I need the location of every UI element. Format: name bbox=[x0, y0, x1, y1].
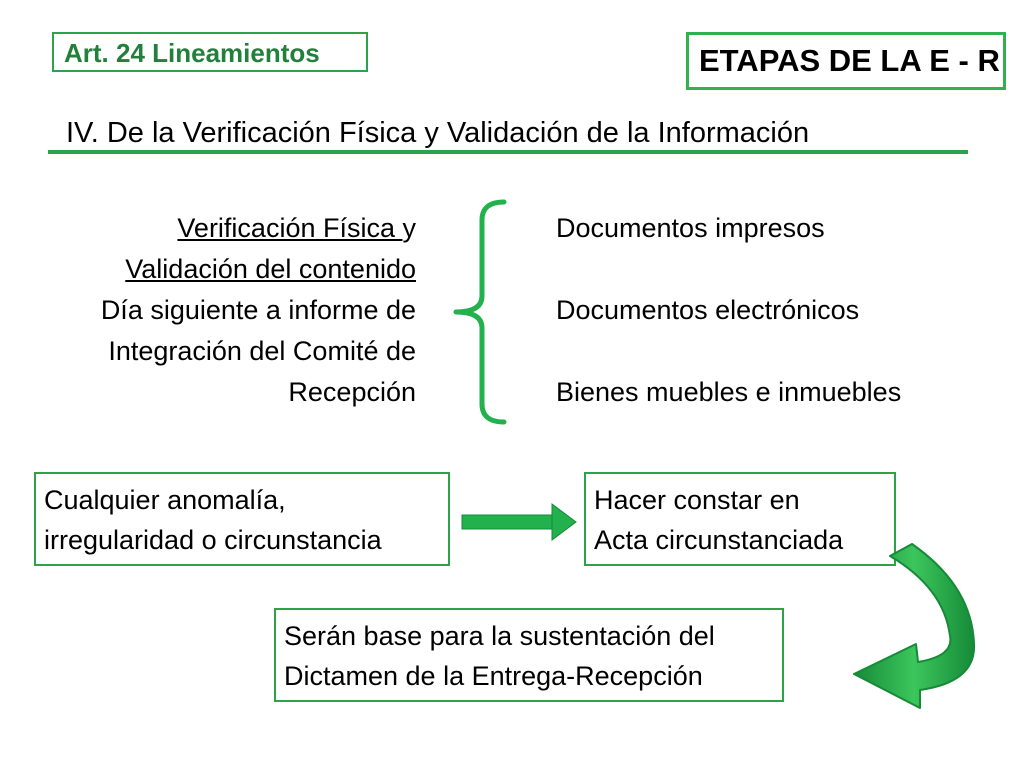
basis-box bbox=[274, 608, 784, 702]
timing-line-3: Recepción bbox=[288, 377, 416, 407]
verification-tail: y bbox=[402, 213, 416, 243]
verification-line-1 bbox=[20, 208, 416, 249]
validation-line: Validación del contenido bbox=[125, 254, 416, 284]
stage-title: ETAPAS DE LA E - R bbox=[686, 32, 1006, 90]
list-item: Documentos impresos bbox=[556, 213, 825, 243]
curly-brace-icon bbox=[448, 196, 512, 428]
document-types-list bbox=[556, 208, 1006, 413]
list-item: Bienes muebles e inmuebles bbox=[556, 377, 902, 407]
basis-line-1: Serán base para la sustentación del bbox=[284, 621, 715, 651]
section-heading: IV. De la Verificación Física y Validación de la Información bbox=[66, 117, 810, 149]
article-label: Art. 24 Lineamientos bbox=[52, 32, 368, 72]
anomaly-line-2: irregularidad o circunstancia bbox=[44, 525, 382, 555]
acta-line-2: Acta circunstanciada bbox=[594, 525, 844, 555]
heading-underline bbox=[48, 150, 968, 154]
arrow-right-icon bbox=[460, 500, 580, 546]
list-item: Documentos electrónicos bbox=[556, 295, 860, 325]
verification-underlined: Verificación Física bbox=[177, 213, 403, 243]
verification-description bbox=[20, 208, 416, 413]
anomaly-box bbox=[34, 472, 450, 566]
timing-line-2: Integración del Comité de bbox=[108, 336, 416, 366]
basis-line-2: Dictamen de la Entrega-Recepción bbox=[284, 661, 703, 691]
timing-line-1: Día siguiente a informe de bbox=[100, 295, 416, 325]
anomaly-line-1: Cualquier anomalía, bbox=[44, 485, 286, 515]
acta-line-1: Hacer constar en bbox=[594, 485, 800, 515]
curved-arrow-icon bbox=[846, 540, 986, 715]
